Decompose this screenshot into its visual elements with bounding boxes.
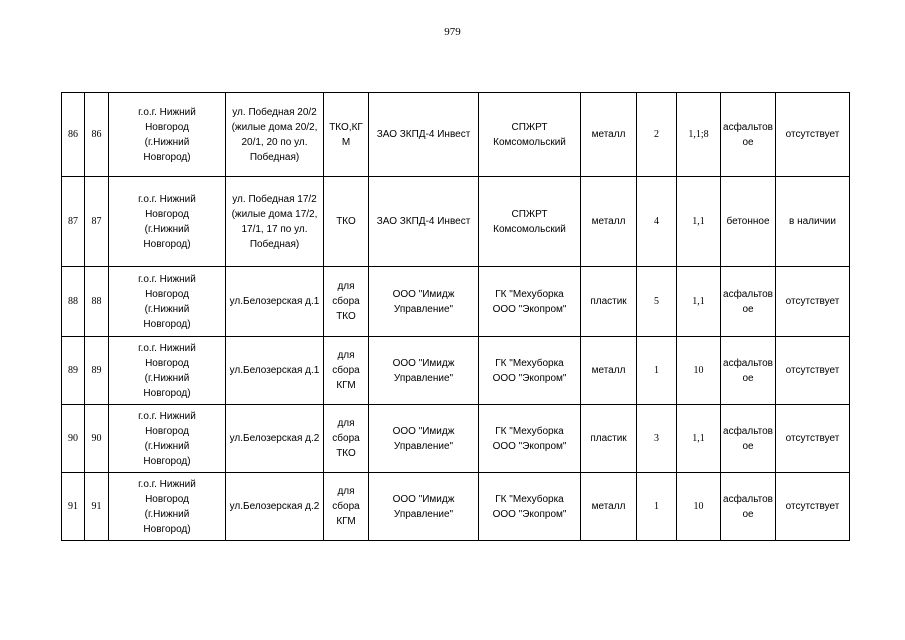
- cell-container-volume-text: 10: [693, 501, 704, 512]
- cell-waste-type: [324, 473, 369, 541]
- cell-address-text: ул.Белозерская д.2: [229, 501, 320, 512]
- cell-owner-text: ЗАО ЗКПД-4 Инвест: [376, 129, 471, 140]
- cell-container-material: [581, 177, 637, 267]
- cell-site-id-text: 87: [91, 216, 102, 227]
- cell-fence: [776, 337, 850, 405]
- cell-container-volume: [677, 337, 721, 405]
- cell-row-number: [62, 93, 85, 177]
- cell-surface-type-text: асфальтов ое: [723, 357, 773, 384]
- cell-container-count-text: 1: [654, 365, 659, 376]
- cell-operator: [479, 93, 581, 177]
- cell-waste-type-text: для сбора КГМ: [332, 486, 360, 527]
- cell-address-text: ул.Белозерская д.2: [229, 433, 320, 444]
- cell-row-number-text: 87: [68, 216, 78, 227]
- cell-surface-type-text: асфальтов ое: [723, 121, 773, 148]
- cell-container-volume: [677, 267, 721, 337]
- cell-row-number-text: 88: [68, 296, 78, 307]
- cell-site-id: [85, 177, 109, 267]
- cell-row-number: [62, 267, 85, 337]
- cell-waste-type: [324, 93, 369, 177]
- cell-site-id: [85, 93, 109, 177]
- cell-owner: [369, 337, 479, 405]
- cell-container-volume: [677, 405, 721, 473]
- cell-container-volume-text: 1,1: [692, 296, 705, 307]
- cell-address-text: ул.Белозерская д.1: [229, 365, 320, 376]
- cell-container-count: [637, 177, 677, 267]
- cell-waste-type-text: ТКО,КГ М: [329, 121, 363, 148]
- cell-site-id-text: 91: [91, 501, 102, 512]
- cell-container-material-text: металл: [591, 501, 626, 512]
- cell-waste-type: [324, 267, 369, 337]
- cell-surface-type: [721, 473, 776, 541]
- cell-container-count-text: 2: [654, 129, 659, 140]
- cell-locality-text: г.о.г. Нижний Новгород (г.Нижний Новгород): [138, 106, 196, 163]
- cell-row-number: [62, 473, 85, 541]
- cell-operator: [479, 177, 581, 267]
- cell-container-volume-text: 1,1;8: [688, 129, 709, 140]
- cell-row-number-text: 86: [68, 129, 78, 140]
- cell-container-material-text: металл: [591, 216, 626, 227]
- cell-site-id: [85, 405, 109, 473]
- cell-locality: [109, 177, 226, 267]
- cell-site-id: [85, 473, 109, 541]
- cell-container-count: [637, 405, 677, 473]
- cell-operator-text: ГК "Мехуборка ООО "Экопром": [492, 493, 567, 520]
- cell-operator: [479, 473, 581, 541]
- cell-container-material-text: металл: [591, 129, 626, 140]
- cell-container-volume: [677, 177, 721, 267]
- cell-address: [226, 267, 324, 337]
- cell-locality: [109, 337, 226, 405]
- cell-fence: [776, 405, 850, 473]
- cell-address-text: ул. Победная 20/2 (жилые дома 20/2, 20/1, 20 по ул. Победная): [231, 106, 318, 163]
- cell-address-text: ул.Белозерская д.1: [229, 296, 320, 307]
- cell-surface-type-text: асфальтов ое: [723, 493, 773, 520]
- cell-container-count-text: 4: [654, 216, 659, 227]
- cell-surface-type: [721, 267, 776, 337]
- cell-container-volume: [677, 93, 721, 177]
- cell-container-count: [637, 93, 677, 177]
- cell-owner: [369, 405, 479, 473]
- page-number: 979: [444, 26, 461, 38]
- cell-locality: [109, 405, 226, 473]
- cell-operator-text: ГК "Мехуборка ООО "Экопром": [492, 425, 567, 452]
- cell-container-material: [581, 337, 637, 405]
- cell-row-number-text: 90: [68, 433, 78, 444]
- cell-container-volume-text: 10: [693, 365, 704, 376]
- cell-waste-type-text: для сбора КГМ: [332, 350, 360, 391]
- cell-container-material-text: металл: [591, 365, 626, 376]
- cell-fence: [776, 93, 850, 177]
- cell-container-material: [581, 93, 637, 177]
- cell-address: [226, 473, 324, 541]
- cell-waste-type: [324, 405, 369, 473]
- cell-container-material-text: пластик: [590, 296, 627, 307]
- cell-container-volume: [677, 473, 721, 541]
- cell-container-count-text: 3: [654, 433, 659, 444]
- table-row: [62, 337, 850, 405]
- cell-owner-text: ООО "Имидж Управление": [392, 357, 455, 384]
- cell-fence: [776, 473, 850, 541]
- table-body: [62, 93, 850, 541]
- cell-container-count: [637, 267, 677, 337]
- cell-surface-type-text: бетонное: [726, 216, 770, 227]
- cell-site-id-text: 90: [91, 433, 102, 444]
- cell-fence-text: отсутствует: [785, 501, 840, 512]
- cell-container-count: [637, 473, 677, 541]
- cell-container-count-text: 1: [654, 501, 659, 512]
- table-row: [62, 405, 850, 473]
- cell-row-number-text: 91: [68, 501, 78, 512]
- table-row: [62, 93, 850, 177]
- cell-operator-text: СПЖРТ Комсомольский: [493, 208, 566, 235]
- cell-surface-type: [721, 337, 776, 405]
- cell-row-number: [62, 337, 85, 405]
- cell-operator: [479, 337, 581, 405]
- cell-owner-text: ООО "Имидж Управление": [392, 288, 455, 315]
- cell-surface-type-text: асфальтов ое: [723, 425, 773, 452]
- cell-owner-text: ЗАО ЗКПД-4 Инвест: [376, 216, 471, 227]
- cell-owner: [369, 93, 479, 177]
- cell-owner-text: ООО "Имидж Управление": [392, 425, 455, 452]
- cell-container-volume-text: 1,1: [692, 216, 705, 227]
- cell-locality: [109, 473, 226, 541]
- cell-locality-text: г.о.г. Нижний Новгород (г.Нижний Новгород): [138, 273, 196, 330]
- cell-fence-text: отсутствует: [785, 296, 840, 307]
- cell-address-text: ул. Победная 17/2 (жилые дома 17/2, 17/1, 17 по ул. Победная): [231, 193, 318, 250]
- cell-waste-type-text: для сбора ТКО: [332, 418, 360, 459]
- cell-owner: [369, 267, 479, 337]
- cell-row-number: [62, 177, 85, 267]
- cell-row-number-text: 89: [68, 365, 78, 376]
- cell-operator-text: ГК "Мехуборка ООО "Экопром": [492, 288, 567, 315]
- table-row: [62, 473, 850, 541]
- cell-locality-text: г.о.г. Нижний Новгород (г.Нижний Новгород): [138, 410, 196, 467]
- cell-owner-text: ООО "Имидж Управление": [392, 493, 455, 520]
- cell-surface-type: [721, 405, 776, 473]
- cell-fence: [776, 267, 850, 337]
- cell-site-id-text: 88: [91, 296, 102, 307]
- cell-operator-text: СПЖРТ Комсомольский: [493, 121, 566, 148]
- cell-owner: [369, 177, 479, 267]
- cell-address: [226, 177, 324, 267]
- cell-address: [226, 337, 324, 405]
- cell-waste-type: [324, 177, 369, 267]
- cell-operator: [479, 267, 581, 337]
- cell-row-number: [62, 405, 85, 473]
- cell-container-material: [581, 473, 637, 541]
- cell-address: [226, 405, 324, 473]
- cell-owner: [369, 473, 479, 541]
- cell-site-id: [85, 267, 109, 337]
- cell-surface-type-text: асфальтов ое: [723, 288, 773, 315]
- cell-fence-text: отсутствует: [785, 365, 840, 376]
- cell-site-id-text: 89: [91, 365, 102, 376]
- cell-container-material-text: пластик: [590, 433, 627, 444]
- cell-operator: [479, 405, 581, 473]
- cell-waste-type: [324, 337, 369, 405]
- cell-fence-text: в наличии: [789, 216, 836, 227]
- cell-fence-text: отсутствует: [785, 129, 840, 140]
- cell-container-material: [581, 267, 637, 337]
- cell-locality-text: г.о.г. Нижний Новгород (г.Нижний Новгород): [138, 193, 196, 250]
- cell-locality: [109, 93, 226, 177]
- cell-fence: [776, 177, 850, 267]
- cell-surface-type: [721, 93, 776, 177]
- cell-address: [226, 93, 324, 177]
- cell-locality-text: г.о.г. Нижний Новгород (г.Нижний Новгород): [138, 478, 196, 535]
- cell-locality: [109, 267, 226, 337]
- cell-fence-text: отсутствует: [785, 433, 840, 444]
- cell-waste-type-text: для сбора ТКО: [332, 281, 360, 322]
- table-row: [62, 177, 850, 267]
- cell-locality-text: г.о.г. Нижний Новгород (г.Нижний Новгород): [138, 342, 196, 399]
- cell-operator-text: ГК "Мехуборка ООО "Экопром": [492, 357, 567, 384]
- cell-site-id-text: 86: [91, 129, 102, 140]
- cell-container-volume-text: 1,1: [692, 433, 705, 444]
- cell-container-count: [637, 337, 677, 405]
- cell-waste-type-text: ТКО: [336, 216, 356, 227]
- cell-site-id: [85, 337, 109, 405]
- cell-surface-type: [721, 177, 776, 267]
- table-row: [62, 267, 850, 337]
- cell-container-material: [581, 405, 637, 473]
- waste-sites-table: [61, 92, 850, 541]
- cell-container-count-text: 5: [654, 296, 659, 307]
